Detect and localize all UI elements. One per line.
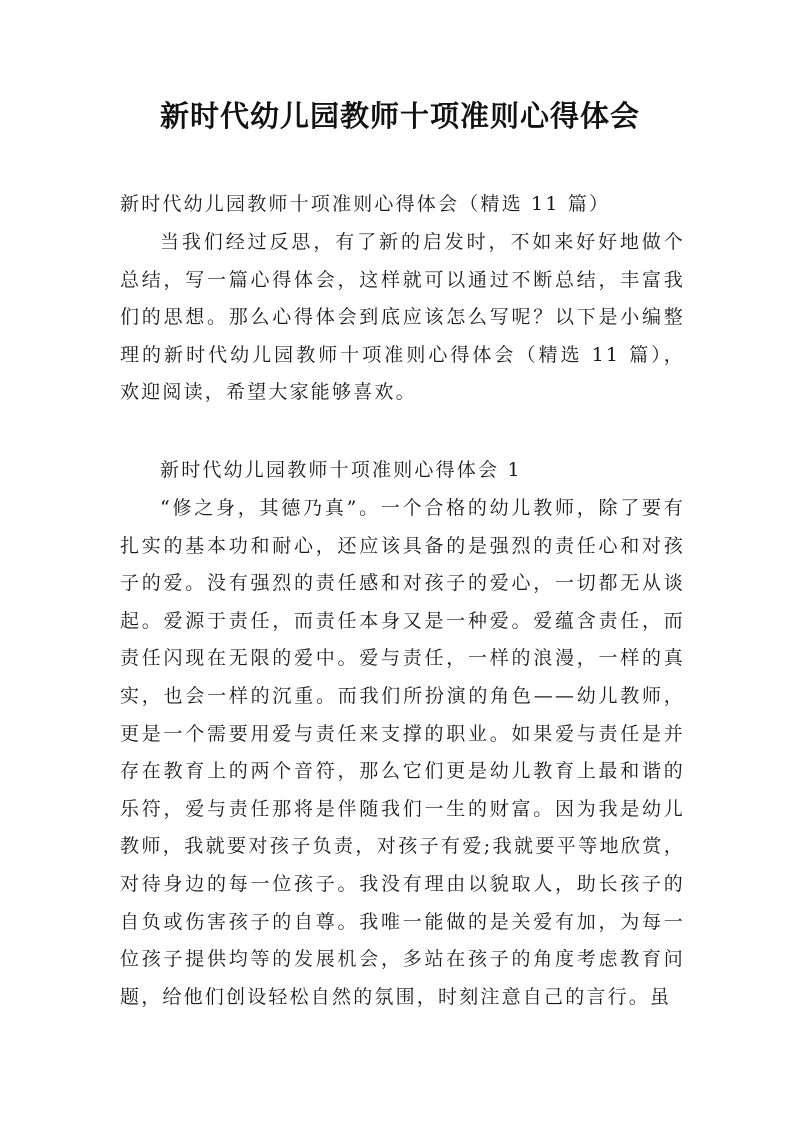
- section-paragraph: “修之身，其德乃真”。一个合格的幼儿教师，除了要有扎实的基本功和耐心，还应该具备的是强烈的责任心和对孩子的爱。没有强烈的责任感和对孩子的爱心，一切都无从谈起。爱源于责任，而责任本身又是一种爱。爱蕴含责任，而责任闪现在无限的爱中。爱与责任，一样的浪漫，一样的真实，也会一样的沉重。而我们所扮演的角色——幼儿教师，更是一个需要用爱与责任来支撑的职业。如果爱与责任是并存在教育上的两个音符，那么它们更是幼儿教育上最和谐的乐符，爱与责任那将是伴随我们一生的财富。因为我是幼儿教师，我就要对孩子负责，对孩子有爱;我就要平等地欣赏，对待身边的每一位孩子。我没有理由以貌取人，助长孩子的自负或伤害孩子的自尊。我唯一能做的是关爱有加，为每一位孩子提供均等的发展机会，多站在孩子的角度考虑教育问题，给他们创设轻松自然的氛围，时刻注意自己的言行。虽: [120, 497, 685, 1008]
- section-heading: 新时代幼儿园教师十项准则心得体会 1: [160, 459, 522, 481]
- intro-paragraph: 当我们经过反思，有了新的启发时，不如来好好地做个总结，写一篇心得体会，这样就可以通过不断总结，丰富我们的思想。那么心得体会到底应该怎么写呢？以下是小编整理的新时代幼儿园教师十项准则心得体会（精选 11 篇），欢迎阅读，希望大家能够喜欢。: [120, 231, 685, 404]
- document-subtitle: 新时代幼儿园教师十项准则心得体会（精选 11 篇）: [120, 193, 611, 215]
- document-title: 新时代幼儿园教师十项准则心得体会: [159, 99, 640, 133]
